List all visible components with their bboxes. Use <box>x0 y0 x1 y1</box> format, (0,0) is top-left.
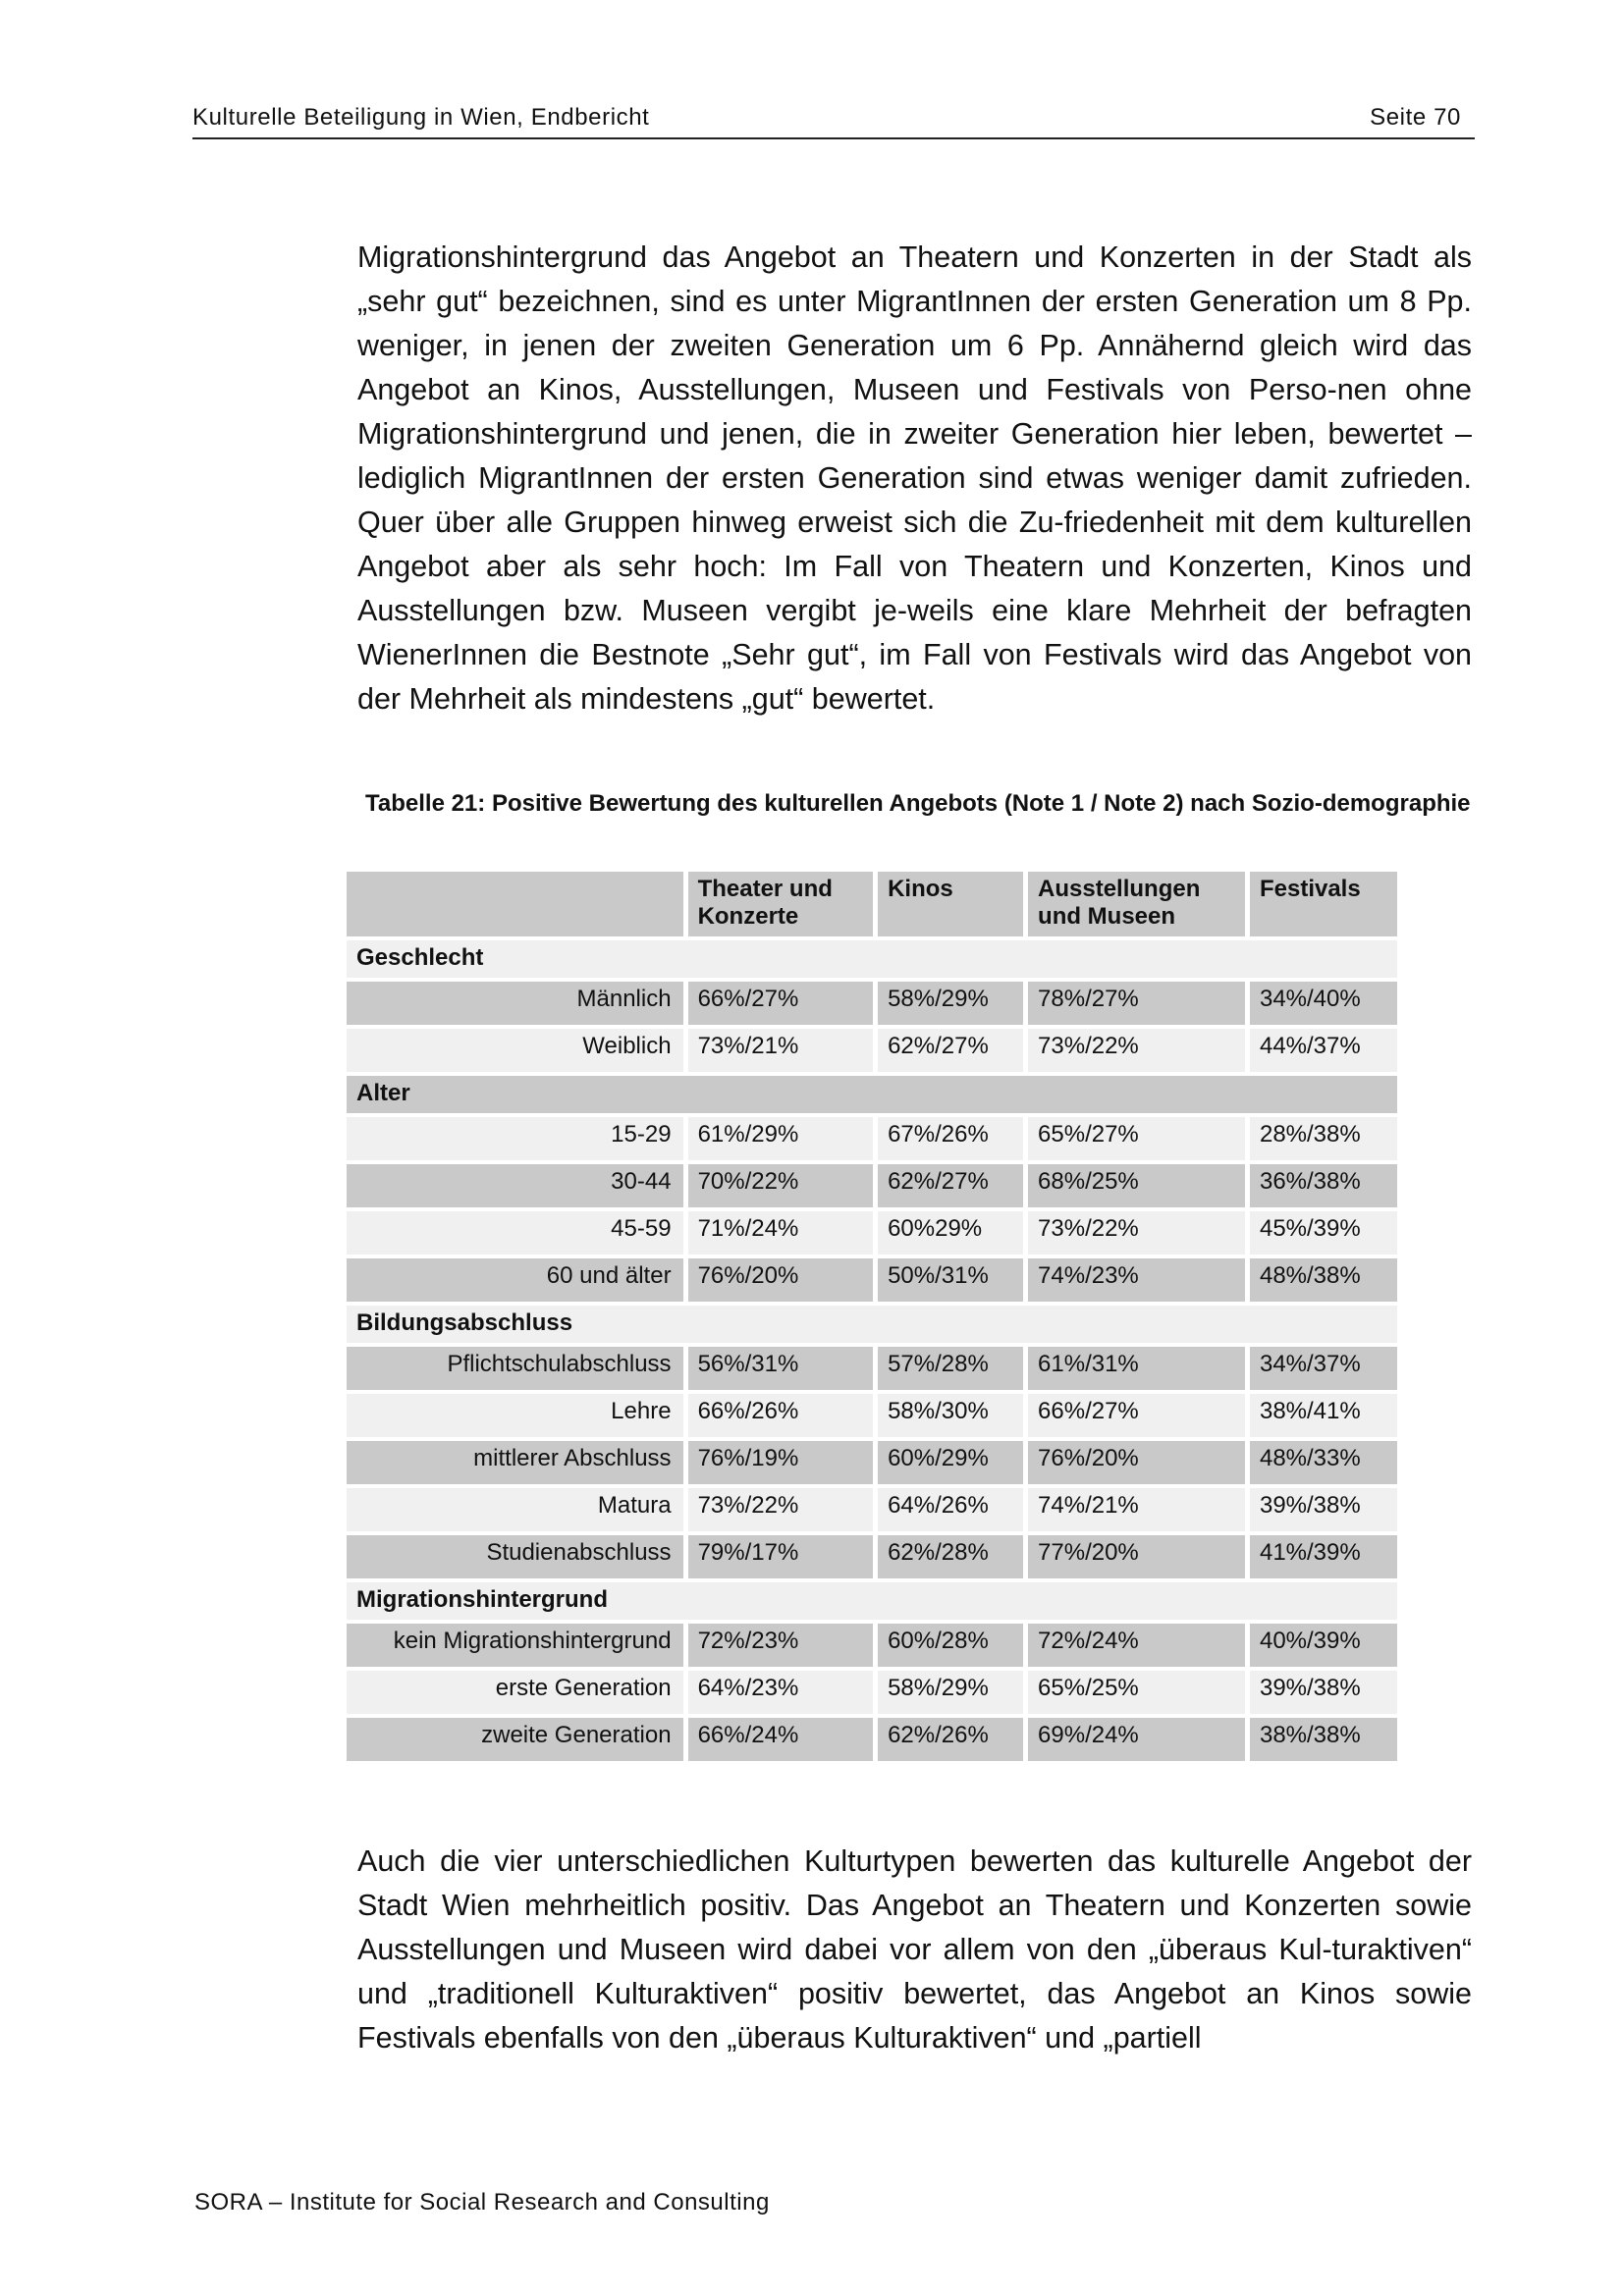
group-title: Alter <box>347 1076 1397 1113</box>
page-number: Seite 70 <box>1370 104 1461 131</box>
table-cell: 58%/29% <box>878 1671 1023 1714</box>
column-header: Kinos <box>878 872 1023 936</box>
group-title: Geschlecht <box>347 940 1397 978</box>
table-cell: 50%/31% <box>878 1258 1023 1302</box>
row-label: erste Generation <box>347 1671 683 1714</box>
table-cell: 64%/26% <box>878 1488 1023 1531</box>
row-label: kein Migrationshintergrund <box>347 1624 683 1667</box>
table-cell: 66%/26% <box>688 1394 874 1437</box>
table-row <box>347 1029 1397 1072</box>
table-cell: 28%/38% <box>1250 1117 1397 1160</box>
table-cell: 38%/38% <box>1250 1718 1397 1761</box>
row-label: zweite Generation <box>347 1718 683 1761</box>
row-label: 30-44 <box>347 1164 683 1207</box>
table-cell: 76%/20% <box>1028 1441 1245 1484</box>
table-body <box>347 940 1397 1761</box>
column-header: Theater und Konzerte <box>688 872 874 936</box>
table-cell: 56%/31% <box>688 1347 874 1390</box>
row-label: 15-29 <box>347 1117 683 1160</box>
table-cell: 36%/38% <box>1250 1164 1397 1207</box>
row-label: Matura <box>347 1488 683 1531</box>
table-cell: 40%/39% <box>1250 1624 1397 1667</box>
table-cell: 39%/38% <box>1250 1671 1397 1714</box>
body-paragraph-2: Auch die vier unterschiedlichen Kulturtypen bewerten das kulturelle Angebot der Stadt Wien mehrheitlich positiv. Das Angebot an Theatern und Konzerten sowie Ausstellungen und Museen wird dabei vor allem von den „überaus Kul-turaktiven“ und „traditionell Kulturaktiven“ positiv bewertet, das Angebot an Kinos sowie Festivals ebenfalls von den „überaus Kulturaktiven“ und „partiell <box>357 1844 1472 2055</box>
table-cell: 34%/40% <box>1250 982 1397 1025</box>
table-cell: 72%/24% <box>1028 1624 1245 1667</box>
table-cell: 67%/26% <box>878 1117 1023 1160</box>
table-cell: 79%/17% <box>688 1535 874 1578</box>
table-row <box>347 1624 1397 1667</box>
table-row <box>347 1441 1397 1484</box>
group-header-row <box>347 1582 1397 1620</box>
table-cell: 73%/22% <box>688 1488 874 1531</box>
table-cell: 61%/31% <box>1028 1347 1245 1390</box>
table-row <box>347 1718 1397 1761</box>
group-header-row <box>347 940 1397 978</box>
table-cell: 76%/19% <box>688 1441 874 1484</box>
body-paragraph-1: Migrationshintergrund das Angebot an Theatern und Konzerten in der Stadt als „sehr gut“ bezeichnen, sind es unter MigrantInnen der ersten Generation um 8 Pp. weniger, in jenen der zweiten Generation um 6 Pp. Annähernd gleich wird das Angebot an Kinos, Ausstellungen, Museen und Festivals von Perso-nen ohne Migrationshintergrund und jenen, die in zweiter Generation hier leben, bewertet – lediglich MigrantInnen der ersten Generation sind etwas weniger damit zufrieden. Quer über alle Gruppen hinweg erweist sich die Zu-friedenheit mit dem kulturellen Angebot aber als sehr hoch: Im Fall von Theatern und Konzerten, Kinos und Ausstellungen bzw. Museen vergibt je-weils eine klare Mehrheit der befragten WienerInnen die Bestnote „Sehr gut“, im Fall von Festivals wird das Angebot von der Mehrheit als mindestens „gut“ bewertet. <box>357 240 1472 716</box>
group-title: Bildungsabschluss <box>347 1306 1397 1343</box>
page-header <box>192 104 1475 139</box>
row-label: Pflichtschulabschluss <box>347 1347 683 1390</box>
table-row <box>347 1535 1397 1578</box>
table-row <box>347 1394 1397 1437</box>
table-cell: 58%/30% <box>878 1394 1023 1437</box>
table-cell: 74%/21% <box>1028 1488 1245 1531</box>
table-caption: Tabelle 21: Positive Bewertung des kulturellen Angebots (Note 1 / Note 2) nach Sozio-demographie <box>365 790 1471 817</box>
column-header <box>347 872 683 936</box>
row-label: Weiblich <box>347 1029 683 1072</box>
table-cell: 73%/22% <box>1028 1211 1245 1255</box>
table-row <box>347 1347 1397 1390</box>
table-cell: 66%/24% <box>688 1718 874 1761</box>
group-header-row <box>347 1306 1397 1343</box>
data-table-container <box>342 868 1402 1765</box>
table-cell: 60%/28% <box>878 1624 1023 1667</box>
row-label: mittlerer Abschluss <box>347 1441 683 1484</box>
group-title: Migrationshintergrund <box>347 1582 1397 1620</box>
table-cell: 62%/27% <box>878 1164 1023 1207</box>
column-header: Festivals <box>1250 872 1397 936</box>
table-cell: 65%/27% <box>1028 1117 1245 1160</box>
table-cell: 73%/21% <box>688 1029 874 1072</box>
table-row <box>347 1117 1397 1160</box>
table-cell: 74%/23% <box>1028 1258 1245 1302</box>
table-cell: 78%/27% <box>1028 982 1245 1025</box>
table-cell: 39%/38% <box>1250 1488 1397 1531</box>
table-row <box>347 1164 1397 1207</box>
table-cell: 60%/29% <box>878 1441 1023 1484</box>
table-cell: 57%/28% <box>878 1347 1023 1390</box>
table-cell: 38%/41% <box>1250 1394 1397 1437</box>
table-cell: 65%/25% <box>1028 1671 1245 1714</box>
table-cell: 48%/38% <box>1250 1258 1397 1302</box>
table-cell: 34%/37% <box>1250 1347 1397 1390</box>
group-header-row <box>347 1076 1397 1113</box>
table-cell: 48%/33% <box>1250 1441 1397 1484</box>
table-cell: 61%/29% <box>688 1117 874 1160</box>
table-cell: 66%/27% <box>688 982 874 1025</box>
table-cell: 71%/24% <box>688 1211 874 1255</box>
row-label: 60 und älter <box>347 1258 683 1302</box>
row-label: Lehre <box>347 1394 683 1437</box>
table-row <box>347 1258 1397 1302</box>
table-cell: 62%/28% <box>878 1535 1023 1578</box>
table-cell: 69%/24% <box>1028 1718 1245 1761</box>
table-cell: 70%/22% <box>688 1164 874 1207</box>
table-header-row <box>347 872 1397 936</box>
table-row <box>347 1671 1397 1714</box>
data-table <box>342 868 1402 1765</box>
page-footer: SORA – Institute for Social Research and Consulting <box>194 2189 770 2216</box>
row-label: Studienabschluss <box>347 1535 683 1578</box>
table-cell: 72%/23% <box>688 1624 874 1667</box>
table-row <box>347 1488 1397 1531</box>
running-title: Kulturelle Beteiligung in Wien, Endbericht <box>192 104 650 131</box>
table-row <box>347 1211 1397 1255</box>
table-cell: 58%/29% <box>878 982 1023 1025</box>
table-cell: 73%/22% <box>1028 1029 1245 1072</box>
table-row <box>347 982 1397 1025</box>
table-cell: 41%/39% <box>1250 1535 1397 1578</box>
table-cell: 45%/39% <box>1250 1211 1397 1255</box>
table-cell: 68%/25% <box>1028 1164 1245 1207</box>
table-cell: 62%/26% <box>878 1718 1023 1761</box>
table-cell: 64%/23% <box>688 1671 874 1714</box>
table-cell: 76%/20% <box>688 1258 874 1302</box>
table-cell: 62%/27% <box>878 1029 1023 1072</box>
row-label: 45-59 <box>347 1211 683 1255</box>
table-cell: 66%/27% <box>1028 1394 1245 1437</box>
column-header: Ausstellungen und Museen <box>1028 872 1245 936</box>
table-cell: 60%29% <box>878 1211 1023 1255</box>
row-label: Männlich <box>347 982 683 1025</box>
table-cell: 77%/20% <box>1028 1535 1245 1578</box>
table-cell: 44%/37% <box>1250 1029 1397 1072</box>
